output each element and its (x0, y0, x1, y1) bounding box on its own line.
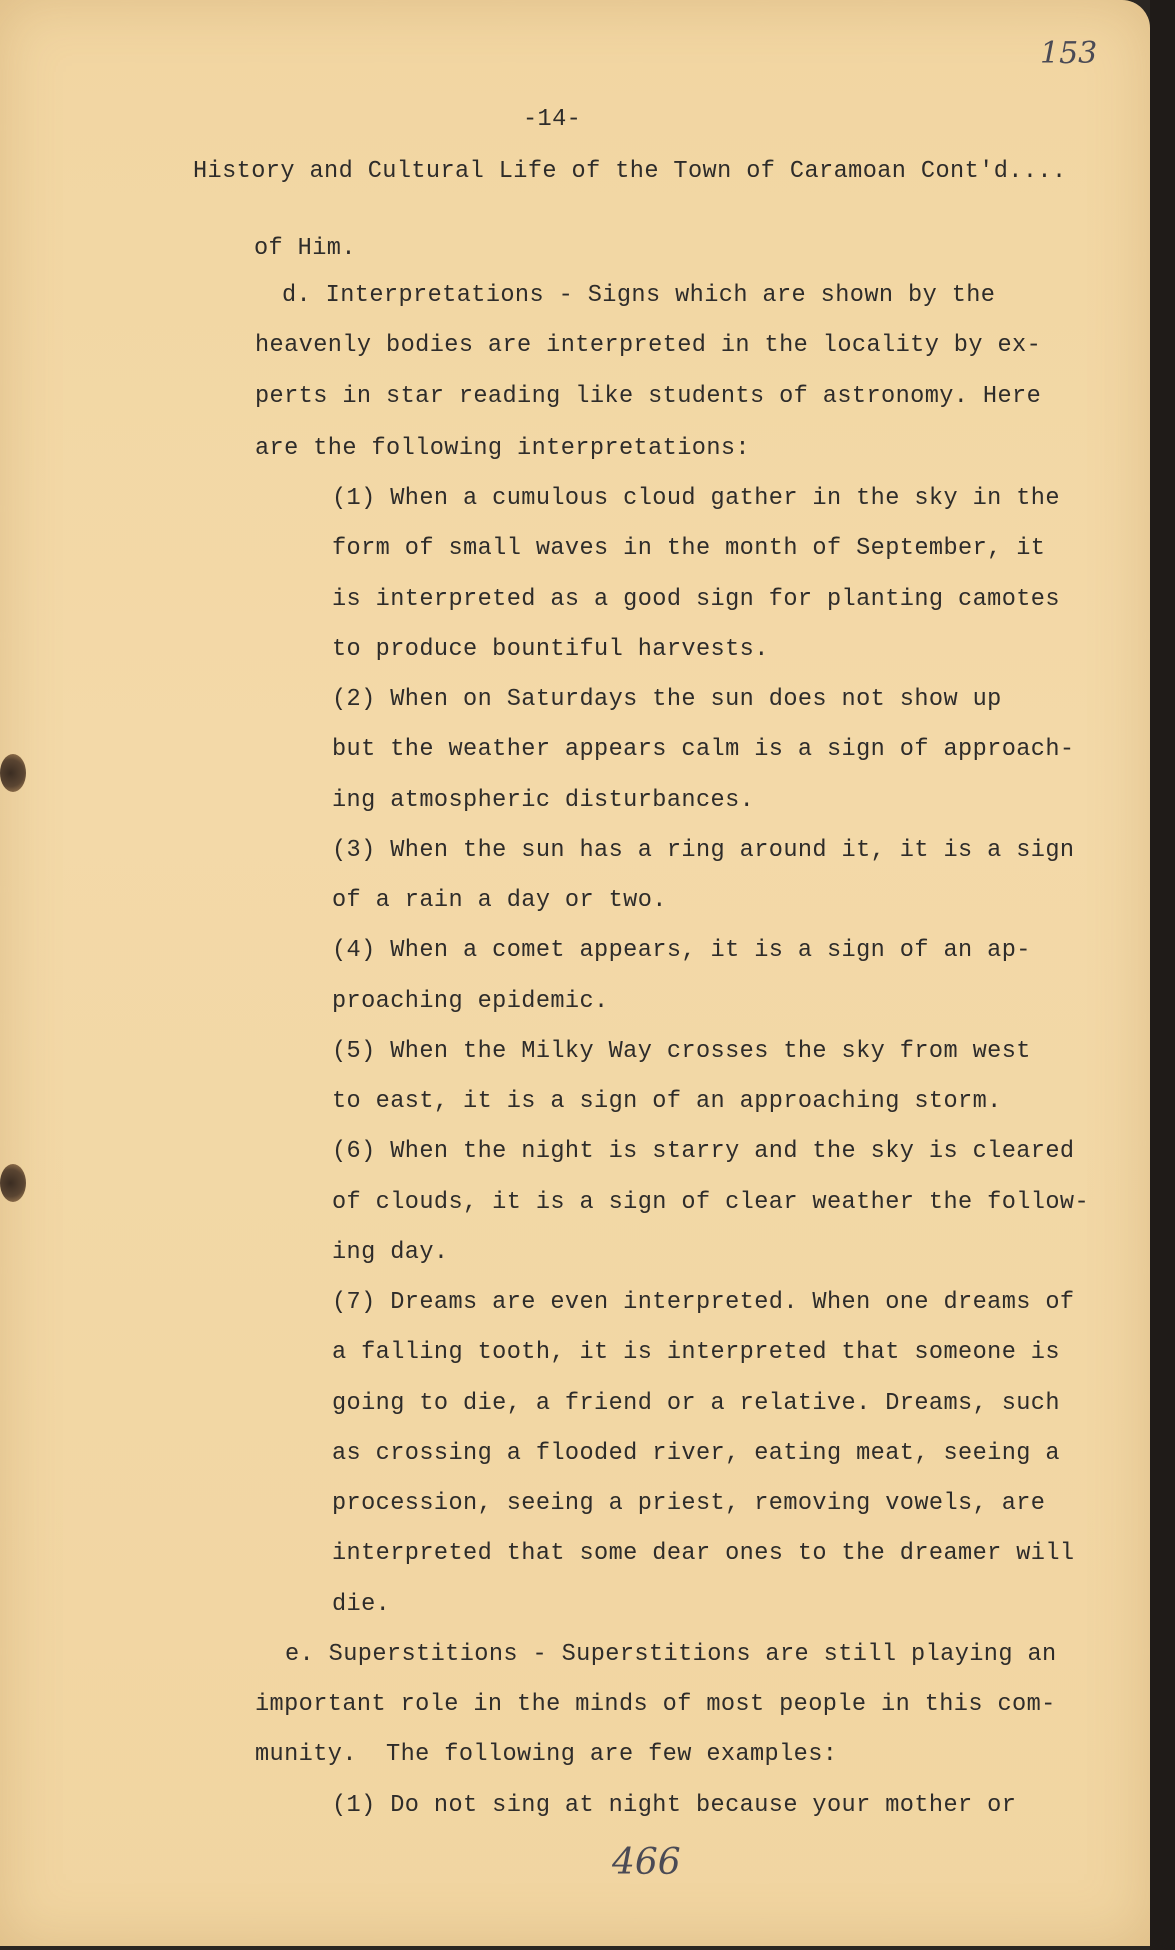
binding-edge (1150, 0, 1175, 1950)
text-line: ing day. (332, 1239, 449, 1266)
text-line: important role in the minds of most people in this com- (255, 1691, 1056, 1718)
text-line: perts in star reading like students of astronomy. Here (255, 383, 1042, 410)
text-line: to east, it is a sign of an approaching storm. (332, 1088, 1002, 1115)
text-line: to produce bountiful harvests. (332, 636, 769, 663)
text-line: (1) Do not sing at night because your mother or (332, 1792, 1017, 1819)
text-line: are the following interpretations: (255, 435, 750, 462)
text-line: a falling tooth, it is interpreted that someone is (332, 1339, 1060, 1366)
text-line: die. (332, 1591, 391, 1618)
document-title: History and Cultural Life of the Town of Caramoan Cont'd.... (193, 158, 1067, 185)
text-line: munity. The following are few examples: (255, 1741, 838, 1768)
text-line: (7) Dreams are even interpreted. When one dreams of (332, 1289, 1075, 1316)
text-line: (4) When a comet appears, it is a sign of an ap- (332, 937, 1031, 964)
text-line: going to die, a friend or a relative. Dreams, such (332, 1390, 1060, 1417)
text-line: form of small waves in the month of September, it (332, 535, 1046, 562)
text-line: heavenly bodies are interpreted in the locality by ex- (255, 332, 1042, 359)
text-line: ing atmospheric disturbances. (332, 787, 755, 814)
text-line: d. Interpretations - Signs which are shown by the (282, 282, 996, 309)
text-line: (3) When the sun has a ring around it, it is a sign (332, 837, 1075, 864)
text-line: as crossing a flooded river, eating meat, seeing a (332, 1440, 1060, 1467)
text-line: proaching epidemic. (332, 988, 609, 1015)
handwritten-bottom-number: 466 (612, 1842, 681, 1883)
punch-hole (0, 1164, 26, 1202)
text-line: (2) When on Saturdays the sun does not show up (332, 686, 1002, 713)
text-line: but the weather appears calm is a sign of approach- (332, 736, 1075, 763)
text-line: (1) When a cumulous cloud gather in the sky in the (332, 485, 1060, 512)
text-line: e. Superstitions - Superstitions are still playing an (285, 1641, 1057, 1668)
text-line: is interpreted as a good sign for planting camotes (332, 586, 1060, 613)
text-line: of Him. (254, 235, 356, 262)
text-line: of a rain a day or two. (332, 887, 667, 914)
handwritten-folio-number: 153 (1040, 36, 1098, 71)
text-line: interpreted that some dear ones to the dreamer will (332, 1540, 1075, 1567)
page-number: -14- (523, 106, 582, 133)
punch-hole (0, 754, 26, 792)
text-line: (5) When the Milky Way crosses the sky from west (332, 1038, 1031, 1065)
text-line: procession, seeing a priest, removing vowels, are (332, 1490, 1046, 1517)
text-line: (6) When the night is starry and the sky is cleared (332, 1138, 1075, 1165)
text-line: of clouds, it is a sign of clear weather the follow- (332, 1189, 1090, 1216)
